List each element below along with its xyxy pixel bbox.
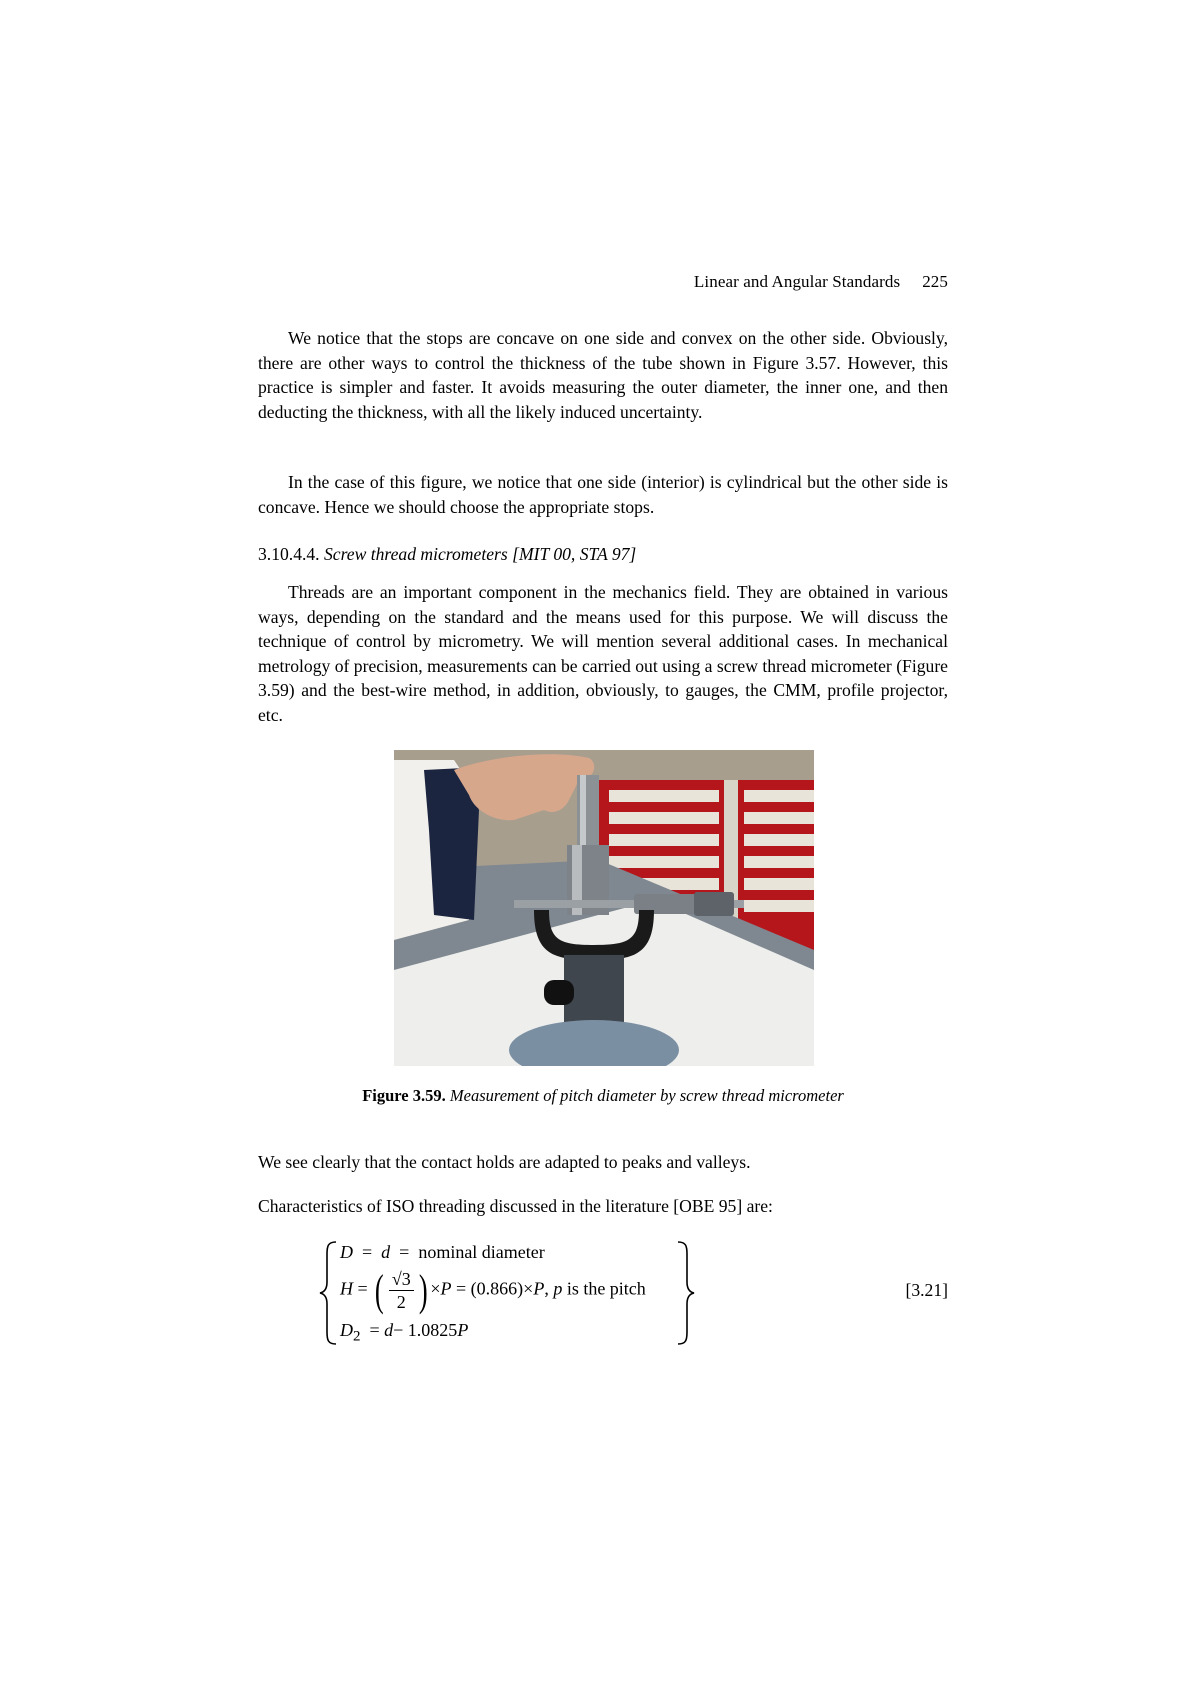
figure-caption-text: Measurement of pitch diameter by screw thread micrometer <box>449 1086 844 1105</box>
symbol-d: d <box>384 1320 394 1340</box>
equals-sign: = <box>362 1242 373 1262</box>
section-title: Screw thread micrometers [MIT 00, STA 97] <box>323 544 637 564</box>
equation-coefficient: = (0.866)× <box>456 1278 534 1299</box>
paragraph-contact-holds: We see clearly that the contact holds are adapted to peaks and valleys. <box>258 1152 751 1172</box>
figure-caption <box>258 1086 948 1106</box>
equals-sign: = <box>399 1242 410 1262</box>
right-paren: ) <box>418 1265 428 1315</box>
page-number: 225 <box>922 272 948 291</box>
left-brace <box>318 1238 340 1348</box>
equation-line-1 <box>340 1242 545 1263</box>
symbol-H: H <box>340 1278 353 1299</box>
right-brace <box>674 1238 696 1348</box>
micrometer-photo <box>394 750 814 1066</box>
subscript-2: 2 <box>353 1328 361 1345</box>
figure-label: Figure 3.59. <box>362 1086 446 1105</box>
symbol-D: D <box>340 1320 353 1340</box>
running-header <box>694 272 948 292</box>
section-heading <box>258 544 948 565</box>
equals-sign: = <box>357 1278 368 1299</box>
equals-sign: = <box>369 1320 380 1340</box>
equation-3-21 <box>318 1238 948 1348</box>
paragraph-stops: We notice that the stops are concave on one side and convex on the other side. Obviously, there are other ways to control the thickness of the tube shown in Figure 3.57. However, this practice is simpler and faster. It avoids measuring the outer diameter, the inner one, and then deducting the thickness, with all the likely induced uncertainty. <box>258 328 948 422</box>
nominal-diameter-text: nominal diameter <box>418 1242 545 1262</box>
equation-constant: − 1.0825 <box>393 1320 458 1340</box>
symbol-d: d <box>381 1242 391 1262</box>
paragraph-threads: Threads are an important component in the mechanics field. They are obtained in various ways, depending on the standard and the means used for this purpose. We will discuss the technique of control by micrometry. We will mention several additional cases. In mechanical metrology of precision, measurements can be carried out using a screw thread micrometer (Figure 3.59) and the best-wire method, in addition, obviously, to gauges, the CMM, profile projector, etc. <box>258 582 948 725</box>
equation-line-3 <box>340 1320 468 1346</box>
symbol-p: p <box>553 1278 563 1299</box>
fraction-numerator: √3 <box>389 1268 414 1291</box>
paragraph-figure-case: In the case of this figure, we notice that one side (interior) is cylindrical but the other side is concave. Hence we should choose the appropriate stops. <box>258 472 948 517</box>
symbol-P: P <box>440 1278 452 1299</box>
equation-line-2 <box>340 1265 646 1315</box>
fraction-denominator: 2 <box>396 1292 406 1312</box>
times-sign: × <box>430 1278 441 1299</box>
section-number: 3.10.4.4. <box>258 544 320 564</box>
pitch-text: is the pitch <box>566 1278 646 1299</box>
paragraph-iso-characteristics: Characteristics of ISO threading discussed in the literature [OBE 95] are: <box>258 1196 773 1216</box>
equation-number: [3.21] <box>905 1280 948 1300</box>
comma: , <box>544 1278 549 1299</box>
symbol-P: P <box>457 1320 469 1340</box>
left-paren: ( <box>375 1265 384 1315</box>
symbol-D: D <box>340 1242 353 1262</box>
figure-photo-micrometer <box>394 750 814 1066</box>
symbol-P: P <box>533 1278 545 1299</box>
fraction-sqrt3-over-2 <box>389 1268 414 1313</box>
running-title: Linear and Angular Standards <box>693 272 901 291</box>
